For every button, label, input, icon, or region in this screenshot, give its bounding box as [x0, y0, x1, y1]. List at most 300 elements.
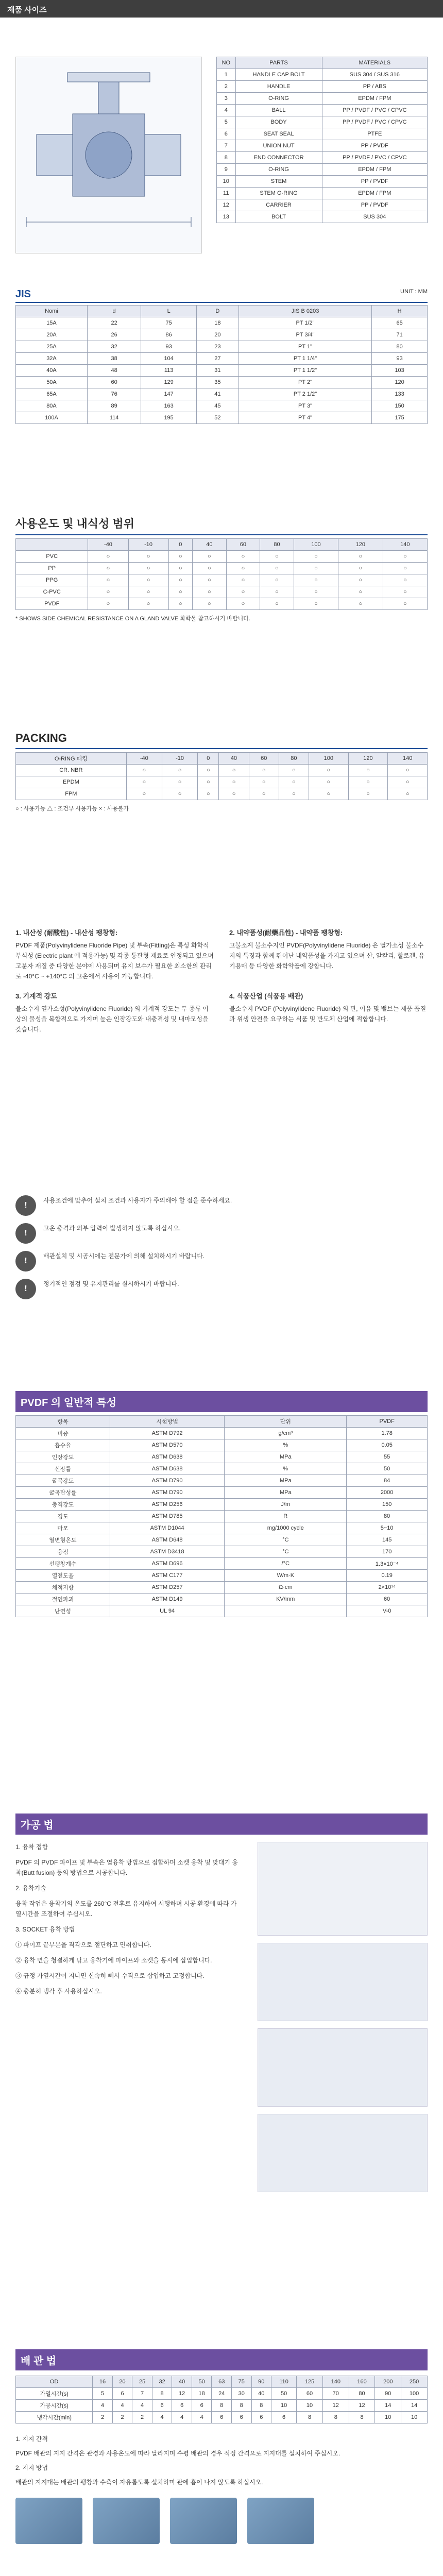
pvdf-title: PVDF 의 일반적 특성 [15, 1391, 428, 1412]
temp-row-cell: ○ [88, 586, 128, 598]
parts-header: PARTS [235, 57, 322, 69]
packing-row-cell: ○ [198, 776, 219, 788]
jis-row-cell: 45 [197, 400, 239, 412]
packing-row-cell: CR. NBR [16, 765, 127, 776]
jis-header: L [141, 306, 197, 317]
spec-header: 110 [271, 2376, 297, 2388]
packing-row-cell: ○ [249, 776, 279, 788]
jis-row-cell: 52 [197, 412, 239, 424]
spec-row-cell: 90 [375, 2388, 401, 2400]
temp-row-cell: C-PVC [16, 586, 88, 598]
jis-row-cell: 27 [197, 353, 239, 365]
pvdf-row-cell: % [225, 1439, 347, 1451]
spec-header: 140 [322, 2376, 349, 2388]
jis-row [16, 341, 428, 353]
parts-row-cell: 11 [217, 188, 236, 199]
temperature-note: * SHOWS SIDE CHEMICAL RESISTANCE ON A GLAND VALVE 화학물 참고하시기 바랍니다. [15, 616, 250, 622]
parts-row-cell: PP / PVDF [322, 176, 427, 188]
spec-header: 90 [251, 2376, 271, 2388]
jis-row-cell: PT 1" [238, 341, 371, 353]
jis-row-cell: 86 [141, 329, 197, 341]
spec-row-cell: 4 [112, 2400, 132, 2412]
pvdf-row-cell: ASTM D1044 [110, 1522, 224, 1534]
pvdf-row-cell: 84 [347, 1475, 428, 1487]
parts-row-cell: END CONNECTOR [235, 152, 322, 164]
jis-row-cell: 129 [141, 377, 197, 388]
jis-row-cell: 31 [197, 365, 239, 377]
spec-row-cell: 7 [132, 2388, 152, 2400]
temp-row-cell: ○ [168, 598, 193, 610]
temp-row-cell: ○ [338, 551, 383, 563]
pvdf-row [16, 1487, 428, 1499]
spec-row-cell: 2 [93, 2412, 113, 2424]
jis-header: H [372, 306, 428, 317]
jis-row-cell: 93 [372, 353, 428, 365]
temp-row-cell: PVC [16, 551, 88, 563]
parts-row-cell: BALL [235, 105, 322, 116]
temp-row-cell: PP [16, 563, 88, 574]
packing-row-cell: ○ [279, 765, 309, 776]
temp-row-cell: ○ [338, 586, 383, 598]
temp-row-cell: ○ [226, 551, 260, 563]
spec-header: OD [16, 2376, 93, 2388]
packing-row-cell: ○ [348, 776, 388, 788]
packing-row-cell: ○ [348, 788, 388, 800]
pvdf-row-cell: ASTM D149 [110, 1594, 224, 1605]
jis-row-cell: 15A [16, 317, 88, 329]
parts-row-cell: 4 [217, 105, 236, 116]
pvdf-row-cell: 145 [347, 1534, 428, 1546]
caution-text: 고온 충격과 외부 압력이 발생하지 않도록 하십시오. [43, 1225, 181, 1232]
support-illustration-4 [247, 2498, 314, 2544]
parts-row-cell: SUS 304 / SUS 316 [322, 69, 427, 81]
jis-row-cell: PT 3/4" [238, 329, 371, 341]
valve-section [15, 36, 428, 278]
spec-row-cell: 10 [271, 2400, 297, 2412]
jis-row-cell: 93 [141, 341, 197, 353]
packing-row-cell: ○ [309, 776, 349, 788]
spec-row-cell: 80 [349, 2388, 375, 2400]
packing-header: -40 [126, 753, 162, 765]
pvdf-row-cell: 1.3×10⁻⁴ [347, 1558, 428, 1570]
spec-row-cell: 40 [251, 2388, 271, 2400]
pvdf-row-cell: ASTM D648 [110, 1534, 224, 1546]
install-paragraph: ② 융착 면을 청결하게 닦고 융착기에 파이프와 소켓을 동시에 삽입합니다. [15, 1957, 212, 1964]
parts-row [217, 176, 428, 188]
feature-item [15, 927, 214, 981]
packing-row-cell: ○ [126, 765, 162, 776]
spec-row-cell: 4 [132, 2400, 152, 2412]
jis-row [16, 412, 428, 424]
jis-row-cell: 23 [197, 341, 239, 353]
jis-row-cell: 114 [87, 412, 141, 424]
parts-header: MATERIALS [322, 57, 427, 69]
pvdf-row [16, 1605, 428, 1617]
packing-table [15, 752, 428, 800]
jis-row-cell: 35 [197, 377, 239, 388]
packing-row-cell: ○ [219, 765, 249, 776]
parts-row-cell: SUS 304 [322, 211, 427, 223]
caution-item [15, 1195, 428, 1216]
pvdf-header: PVDF [347, 1416, 428, 1428]
pvdf-row-cell: MPa [225, 1451, 347, 1463]
parts-row [217, 152, 428, 164]
spec-row-cell: 10 [375, 2412, 401, 2424]
install-paragraph: 1. 융착 접합 [15, 1843, 48, 1851]
feature-text: 고불소계 불소수지인 PVDF(Polyvinylidene Fluoride) 은 열가소성 불소수지의 특징과 함께 뛰어난 내약품성을 가지고 있으며 산, 알칼리, 할로겐, 유기용매 등 다양한 화학약품에 강합니다. [229, 942, 425, 970]
pvdf-row-cell: ASTM D570 [110, 1439, 224, 1451]
spec-row-cell: 2 [112, 2412, 132, 2424]
parts-row-cell: PP / PVDF [322, 140, 427, 152]
jis-row-cell: 65 [372, 317, 428, 329]
pvdf-row-cell: ASTM D790 [110, 1487, 224, 1499]
packing-header: 100 [309, 753, 349, 765]
install-paragraph: ③ 규정 가열시간이 지나면 신속히 빼서 수직으로 삽입하고 고정합니다. [15, 1972, 205, 1979]
pvdf-row-cell: 5~10 [347, 1522, 428, 1534]
jis-row-cell: PT 2" [238, 377, 371, 388]
pvdf-row-cell: V-0 [347, 1605, 428, 1617]
pvdf-row-cell: ASTM D256 [110, 1499, 224, 1511]
temp-header: -10 [128, 539, 168, 551]
feature-title: 2. 내약품성(耐藥品性) - 내약품 팽창형: [229, 929, 343, 937]
packing-row-cell: ○ [388, 788, 428, 800]
pvdf-row-cell: 170 [347, 1546, 428, 1558]
pvdf-row-cell: MPa [225, 1475, 347, 1487]
spec-row-cell: 가열시간(s) [16, 2388, 93, 2400]
jis-header: JIS B 0203 [238, 306, 371, 317]
spec-row-cell: 14 [401, 2400, 428, 2412]
jis-row-cell: 20 [197, 329, 239, 341]
spec-header: 40 [172, 2376, 192, 2388]
parts-row [217, 105, 428, 116]
pvdf-row [16, 1499, 428, 1511]
packing-row-cell: ○ [162, 765, 197, 776]
temperature-range-title: 사용온도 및 내식성 범위 [15, 517, 134, 530]
temp-row-cell: ○ [193, 563, 227, 574]
parts-row-cell: EPDM / FPM [322, 164, 427, 176]
support-illustrations [15, 2498, 428, 2544]
jis-row-cell: 104 [141, 353, 197, 365]
pipe-paragraph: 1. 지지 간격 [15, 2435, 48, 2443]
install-paragraph: PVDF 의 PVDF 파이프 및 부속은 열융착 방법으로 접합하며 소켓 융착 및 맞대기 융착(Butt fusion) 등의 방법으로 시공합니다. [15, 1859, 238, 1876]
specs-title: 배 관 법 [15, 2349, 428, 2370]
pvdf-row-cell: R [225, 1511, 347, 1522]
pvdf-row-cell: 흡수율 [16, 1439, 110, 1451]
jis-row [16, 365, 428, 377]
parts-row-cell: EPDM / FPM [322, 188, 427, 199]
pvdf-row-cell: 1.78 [347, 1428, 428, 1439]
jis-row-cell: 65A [16, 388, 88, 400]
parts-row-cell: 10 [217, 176, 236, 188]
pipe-paragraph: 배관의 지지대는 배관의 팽창과 수축이 자유롭도록 설치하며 관에 흠이 나지 않도록 하십시오. [15, 2479, 263, 2486]
jis-row-cell: 25A [16, 341, 88, 353]
parts-row-cell: 2 [217, 81, 236, 93]
jis-row-cell: PT 1 1/4" [238, 353, 371, 365]
pvdf-row [16, 1594, 428, 1605]
temp-header: 120 [338, 539, 383, 551]
parts-row-cell: 12 [217, 199, 236, 211]
spec-row-cell: 10 [401, 2412, 428, 2424]
specs-table [15, 2376, 428, 2424]
pvdf-row-cell: /°C [225, 1558, 347, 1570]
pvdf-row-cell: ASTM D638 [110, 1451, 224, 1463]
parts-row-cell: SEAT SEAL [235, 128, 322, 140]
temp-row-cell: ○ [88, 563, 128, 574]
parts-row [217, 164, 428, 176]
jis-row-cell: 50A [16, 377, 88, 388]
feature-text: 불소수지 PVDF (Polyvinylidene Fluoride) 의 관, 이음 및 밸브는 제품 품질과 위생 안전을 요구하는 식품 및 반도체 산업에 적합합니다. [229, 1005, 427, 1023]
temp-row-cell: ○ [338, 563, 383, 574]
parts-row-cell: 1 [217, 69, 236, 81]
pvdf-row-cell: 0.05 [347, 1439, 428, 1451]
parts-row-cell: EPDM / FPM [322, 93, 427, 105]
pvdf-row-cell: g/cm³ [225, 1428, 347, 1439]
caution-item [15, 1223, 428, 1244]
parts-row [217, 211, 428, 223]
install-paragraph: 융착 작업은 융착기의 온도를 260°C 전후로 유지하여 시행하며 시공 환경에 따라 가열시간을 조절하여 주십시오. [15, 1900, 237, 1918]
pvdf-row [16, 1463, 428, 1475]
spec-row-cell: 12 [322, 2400, 349, 2412]
jis-row-cell: PT 3" [238, 400, 371, 412]
pvdf-row-cell: 마모 [16, 1522, 110, 1534]
pvdf-row [16, 1522, 428, 1534]
feature-item [15, 991, 214, 1035]
spec-header: 50 [192, 2376, 212, 2388]
pvdf-row-cell: 0.19 [347, 1570, 428, 1582]
spec-row-cell: 50 [271, 2388, 297, 2400]
spec-row-cell: 8 [152, 2388, 172, 2400]
temp-row-cell: ○ [128, 551, 168, 563]
jis-row-cell: 38 [87, 353, 141, 365]
pvdf-row-cell: 열전도율 [16, 1570, 110, 1582]
pvdf-header: 단위 [225, 1416, 347, 1428]
parts-row-cell: O-RING [235, 164, 322, 176]
spec-row-cell: 냉각시간(min) [16, 2412, 93, 2424]
temp-row-cell: ○ [168, 551, 193, 563]
jis-header: d [87, 306, 141, 317]
jis-label: JIS [15, 289, 31, 300]
packing-row-cell: ○ [162, 788, 197, 800]
parts-row [217, 188, 428, 199]
install-title: 가공 법 [15, 1814, 428, 1835]
caution-icon: ! [15, 1251, 36, 1272]
packing-row-cell: ○ [126, 788, 162, 800]
product-size-header [0, 0, 443, 18]
caution-item [15, 1279, 428, 1299]
temp-row-cell: ○ [226, 574, 260, 586]
temp-row-cell: ○ [338, 598, 383, 610]
pvdf-row [16, 1439, 428, 1451]
jis-row-cell: 150 [372, 400, 428, 412]
temp-row-cell: ○ [88, 598, 128, 610]
parts-row-cell: CARRIER [235, 199, 322, 211]
pvdf-row-cell: ASTM D257 [110, 1582, 224, 1594]
jis-header: Nomi [16, 306, 88, 317]
packing-row-cell: ○ [219, 788, 249, 800]
pvdf-row-cell: 80 [347, 1511, 428, 1522]
pvdf-row-cell: ASTM D790 [110, 1475, 224, 1487]
temp-row-cell: ○ [193, 574, 227, 586]
spec-row-cell: 6 [172, 2400, 192, 2412]
pvdf-row-cell: 비중 [16, 1428, 110, 1439]
packing-row [16, 765, 428, 776]
parts-row-cell: PP / PVDF [322, 199, 427, 211]
jis-section [15, 289, 428, 424]
caution-text: 정기적인 점검 및 유지관리를 실시하시기 바랍니다. [43, 1280, 179, 1287]
header-title: 제품 사이즈 [7, 6, 47, 14]
spec-row-cell: 2 [132, 2412, 152, 2424]
temp-row-cell: ○ [294, 563, 338, 574]
install-paragraph: ① 파이프 끝부분을 직각으로 절단하고 면취합니다. [15, 1941, 151, 1948]
parts-row [217, 93, 428, 105]
pvdf-row-cell: 난연성 [16, 1605, 110, 1617]
spec-row-cell: 6 [251, 2412, 271, 2424]
jis-row [16, 329, 428, 341]
parts-row-cell: 8 [217, 152, 236, 164]
temperature-range-table [15, 538, 428, 610]
jis-row-cell: 80A [16, 400, 88, 412]
pvdf-row-cell: 150 [347, 1499, 428, 1511]
packing-row-cell: ○ [126, 776, 162, 788]
pvdf-row-cell: J/m [225, 1499, 347, 1511]
spec-row-cell: 8 [212, 2400, 232, 2412]
temp-row-cell: ○ [226, 598, 260, 610]
specs-section [15, 2349, 428, 2544]
pvdf-row-cell: 2×10¹⁴ [347, 1582, 428, 1594]
temperature-range-section [15, 515, 428, 622]
temp-row [16, 574, 428, 586]
caution-icon: ! [15, 1195, 36, 1216]
temp-row-cell: ○ [226, 586, 260, 598]
spec-row-cell: 5 [93, 2388, 113, 2400]
feature-title: 1. 내산성 (耐酸性) - 내산성 팽창형: [15, 929, 118, 937]
parts-row [217, 116, 428, 128]
temp-row-cell: ○ [88, 574, 128, 586]
temp-row-cell: ○ [260, 574, 294, 586]
packing-title: PACKING [15, 732, 67, 744]
packing-row-cell: ○ [198, 788, 219, 800]
fusion-tool-illustration [258, 1842, 428, 1936]
pvdf-header: 항목 [16, 1416, 110, 1428]
parts-row [217, 69, 428, 81]
temp-row [16, 598, 428, 610]
temp-row-cell: ○ [168, 574, 193, 586]
pvdf-row-cell: 체적저항 [16, 1582, 110, 1594]
pvdf-row-cell: 2000 [347, 1487, 428, 1499]
spec-row-cell: 4 [93, 2400, 113, 2412]
jis-header: D [197, 306, 239, 317]
pvdf-row [16, 1451, 428, 1463]
spec-row-cell: 4 [152, 2412, 172, 2424]
pvdf-row-cell: W/m·K [225, 1570, 347, 1582]
spec-row-cell: 30 [231, 2388, 251, 2400]
packing-row-cell: FPM [16, 788, 127, 800]
pvdf-row-cell: ASTM D3418 [110, 1546, 224, 1558]
installation-section [15, 1814, 428, 2192]
spec-row-cell: 18 [192, 2388, 212, 2400]
pvdf-row-cell [225, 1605, 347, 1617]
temp-row-cell: ○ [260, 563, 294, 574]
temp-header: 0 [168, 539, 193, 551]
pvdf-table [15, 1415, 428, 1617]
jis-row-cell: 48 [87, 365, 141, 377]
parts-row-cell: 13 [217, 211, 236, 223]
parts-row-cell: PTFE [322, 128, 427, 140]
pvdf-row [16, 1582, 428, 1594]
temp-header: 100 [294, 539, 338, 551]
parts-row-cell: PP / PVDF / PVC / CPVC [322, 105, 427, 116]
jis-row [16, 377, 428, 388]
temp-row-cell: ○ [226, 563, 260, 574]
pvdf-row [16, 1511, 428, 1522]
spec-row-cell: 8 [322, 2412, 349, 2424]
packing-row [16, 788, 428, 800]
jis-row-cell: 32A [16, 353, 88, 365]
pvdf-row-cell: 50 [347, 1463, 428, 1475]
packing-header: -10 [162, 753, 197, 765]
temp-row-cell: ○ [294, 598, 338, 610]
pvdf-row-cell: ASTM D696 [110, 1558, 224, 1570]
temp-corner [16, 539, 88, 551]
temp-row-cell: ○ [294, 586, 338, 598]
temp-row-cell: ○ [294, 574, 338, 586]
packing-header: 0 [198, 753, 219, 765]
pvdf-row [16, 1546, 428, 1558]
packing-row-cell: ○ [309, 765, 349, 776]
spec-row-cell: 가공시간(s) [16, 2400, 93, 2412]
packing-legend: ○ : 사용가능 △ : 조건부 사용가능 × : 사용불가 [15, 806, 129, 812]
pvdf-row-cell: 열변형온도 [16, 1534, 110, 1546]
spec-row-cell: 100 [401, 2388, 428, 2400]
pvdf-row-cell: °C [225, 1534, 347, 1546]
packing-row [16, 776, 428, 788]
jis-unit: UNIT : MM [400, 289, 428, 295]
spec-row [16, 2388, 428, 2400]
spec-header: 16 [93, 2376, 113, 2388]
jis-row-cell: 60 [87, 377, 141, 388]
temp-row-cell: ○ [383, 563, 427, 574]
temp-row-cell: ○ [168, 563, 193, 574]
parts-row-cell: 5 [217, 116, 236, 128]
parts-row-cell: BOLT [235, 211, 322, 223]
parts-row-cell: STEM O-RING [235, 188, 322, 199]
spec-row-cell: 6 [152, 2400, 172, 2412]
jis-row-cell: 75 [141, 317, 197, 329]
jis-row-cell: 175 [372, 412, 428, 424]
spec-row-cell: 12 [349, 2400, 375, 2412]
valve-drawing [15, 57, 202, 253]
parts-row-cell: HANDLE [235, 81, 322, 93]
pvdf-row-cell: 융점 [16, 1546, 110, 1558]
jis-row-cell: 22 [87, 317, 141, 329]
pvdf-row-cell: 신장률 [16, 1463, 110, 1475]
jis-row-cell: PT 1 1/2" [238, 365, 371, 377]
packing-section [15, 732, 428, 812]
pvdf-row-cell: MPa [225, 1487, 347, 1499]
packing-row-cell: ○ [388, 776, 428, 788]
pvdf-row-cell: 절연파괴 [16, 1594, 110, 1605]
jis-row-cell: 76 [87, 388, 141, 400]
feature-title: 4. 식품산업 (식품용 배관) [229, 992, 303, 1000]
spec-header: 63 [212, 2376, 232, 2388]
spec-row-cell: 6 [192, 2400, 212, 2412]
jis-row-cell: 120 [372, 377, 428, 388]
feature-item [229, 927, 428, 981]
spec-row-cell: 6 [212, 2412, 232, 2424]
packing-row-cell: ○ [249, 788, 279, 800]
packing-row-cell: ○ [309, 788, 349, 800]
spec-header: 25 [132, 2376, 152, 2388]
